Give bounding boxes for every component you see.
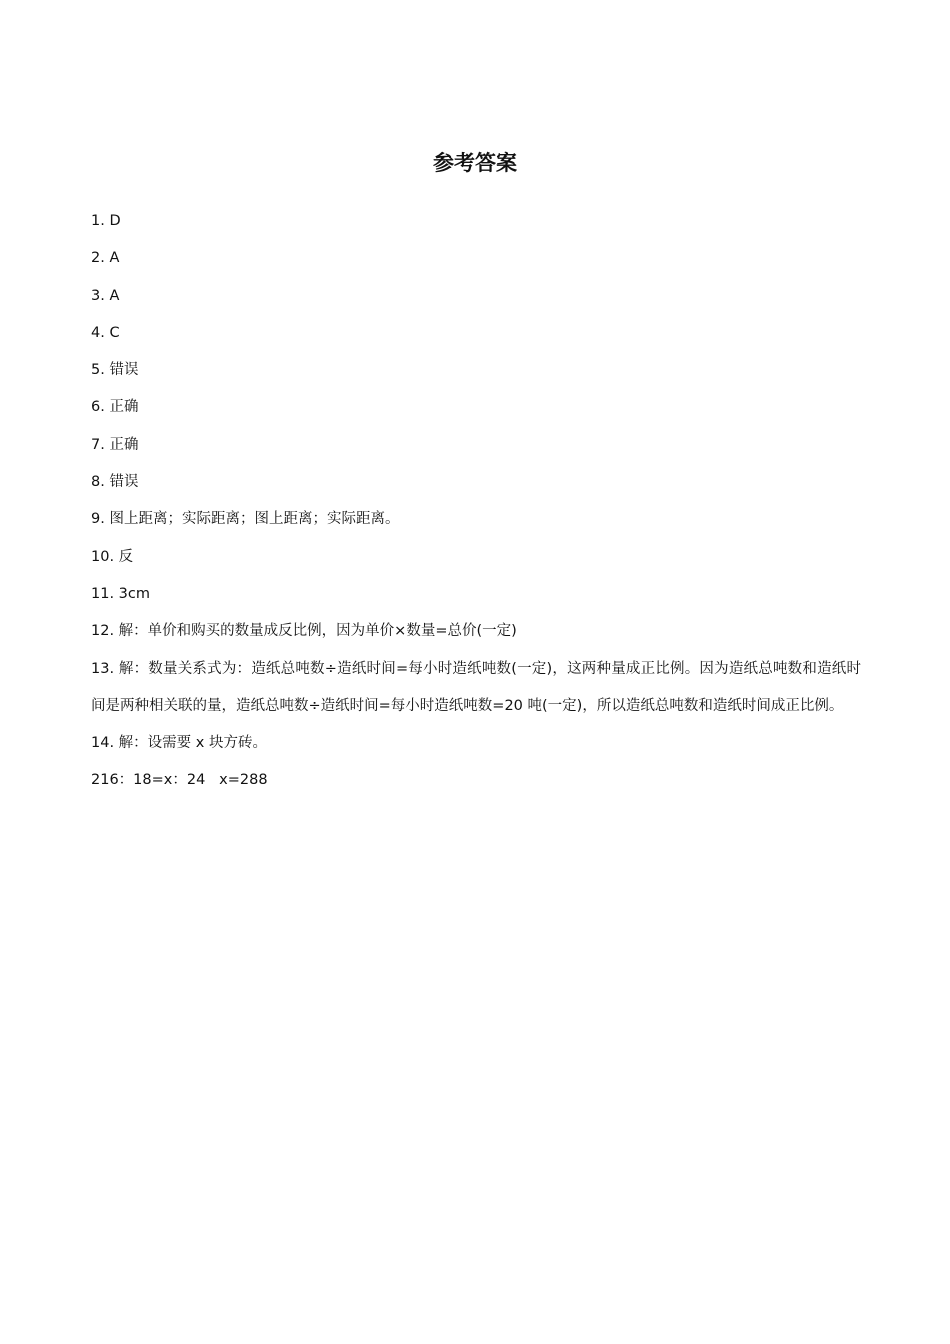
answer-item-12: 12. 解：单价和购买的数量成反比例，因为单价×数量=总价(一定) — [91, 623, 517, 640]
answer-item-14: 14. 解：设需要 x 块方砖。 — [91, 735, 267, 752]
answer-item-7: 7. 正确 — [91, 436, 139, 453]
answer-item-3: 3. A — [91, 287, 120, 304]
answer-item-6: 6. 正确 — [91, 399, 139, 416]
answer-item-10: 10. 反 — [91, 548, 134, 565]
answer-item-5: 5. 错误 — [91, 362, 139, 379]
answer-item-11: 11. 3cm — [91, 585, 150, 602]
answer-item-14-equation: 216：18=x：24 x=288 — [91, 772, 268, 789]
answer-list — [91, 203, 861, 800]
answer-item-4: 4. C — [91, 324, 120, 341]
answer-item-1: 1. D — [91, 213, 121, 229]
answer-item-9: 9. 图上距离；实际距离；图上距离；实际距离。 — [91, 511, 400, 528]
answer-item-2: 2. A — [91, 250, 120, 267]
page-title: 参考答案 — [433, 151, 517, 175]
answer-item-13: 13. 解：数量关系式为：造纸总吨数÷造纸时间=每小时造纸吨数(一定)，这两种量成正比例。因为造纸总吨数和造纸时间是两种相关联的量，造纸总吨数÷造纸时间=每小时造纸吨数=20 吨(一定)，所以造纸总吨数和造纸时间成正比例。 — [91, 660, 861, 714]
answer-item-8: 8. 错误 — [91, 474, 139, 491]
